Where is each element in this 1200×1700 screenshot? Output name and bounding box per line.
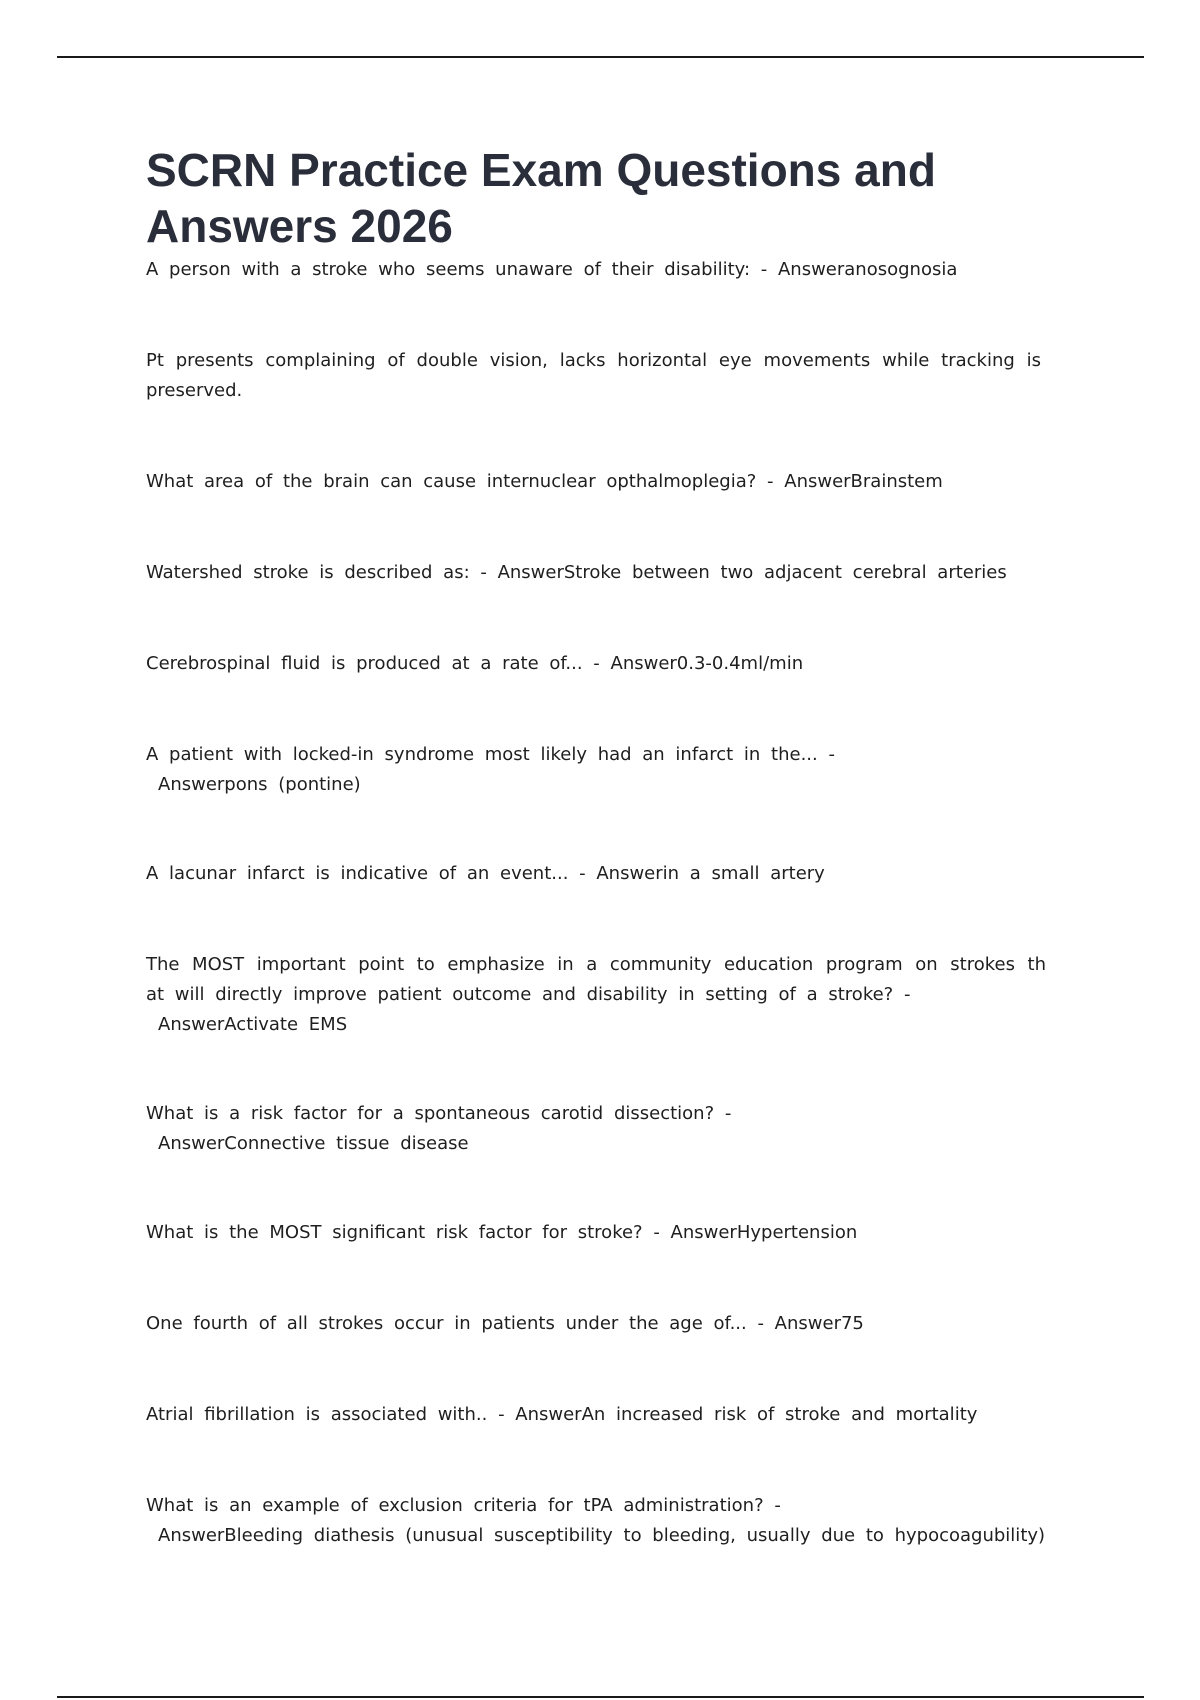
qa-item: [146, 740, 1046, 800]
answer-text: AnswerConnective tissue disease: [158, 1133, 469, 1154]
question-text: The MOST important point to emphasize in a community education program on strokes th at will directly improve patient outcome and disability in setting of a stroke? -: [146, 954, 1046, 1005]
answer-text: AnswerActivate EMS: [158, 1014, 348, 1035]
page-title: SCRN Practice Exam Questions and Answers 2026: [146, 144, 936, 252]
top-rule: [57, 56, 1144, 58]
qa-item: [146, 950, 1046, 1040]
answer-text: Answerpons (pontine): [158, 774, 361, 795]
bottom-rule: [57, 1696, 1144, 1698]
question-text: One fourth of all strokes occur in patients under the age of... - Answer75: [146, 1313, 864, 1334]
qa-item: [146, 255, 1046, 285]
answer-text: AnswerBleeding diathesis (unusual susceptibility to bleeding, usually due to hypocoagubility): [158, 1525, 1046, 1546]
qa-item: [146, 346, 1041, 406]
qa-item: [146, 1491, 1076, 1551]
question-text: Watershed stroke is described as: - AnswerStroke between two adjacent cerebral arteries: [146, 562, 1007, 583]
qa-item: [146, 649, 1046, 679]
question-text: Pt presents complaining of double vision, lacks horizontal eye movements while tracking is preserved.: [146, 350, 1041, 401]
qa-item: [146, 1309, 1046, 1339]
question-text: A lacunar infarct is indicative of an event... - Answerin a small artery: [146, 863, 825, 884]
question-text: What is an example of exclusion criteria for tPA administration? -: [146, 1495, 781, 1516]
question-text: A person with a stroke who seems unaware of their disability: - Answeranosognosia: [146, 259, 958, 280]
question-text: Atrial fibrillation is associated with.. - AnswerAn increased risk of stroke and mortality: [146, 1404, 978, 1425]
question-text: What is a risk factor for a spontaneous carotid dissection? -: [146, 1103, 732, 1124]
qa-item: [146, 558, 1046, 588]
question-text: What area of the brain can cause internuclear opthalmoplegia? - AnswerBrainstem: [146, 471, 943, 492]
qa-item: [146, 1218, 1046, 1248]
question-text: A patient with locked-in syndrome most likely had an infarct in the... -: [146, 744, 835, 765]
question-text: Cerebrospinal fluid is produced at a rate of... - Answer0.3-0.4ml/min: [146, 653, 804, 674]
qa-item: [146, 1099, 1046, 1159]
question-text: What is the MOST significant risk factor for stroke? - AnswerHypertension: [146, 1222, 858, 1243]
qa-item: [146, 1400, 1046, 1430]
qa-item: [146, 467, 1046, 497]
qa-item: [146, 859, 1046, 889]
